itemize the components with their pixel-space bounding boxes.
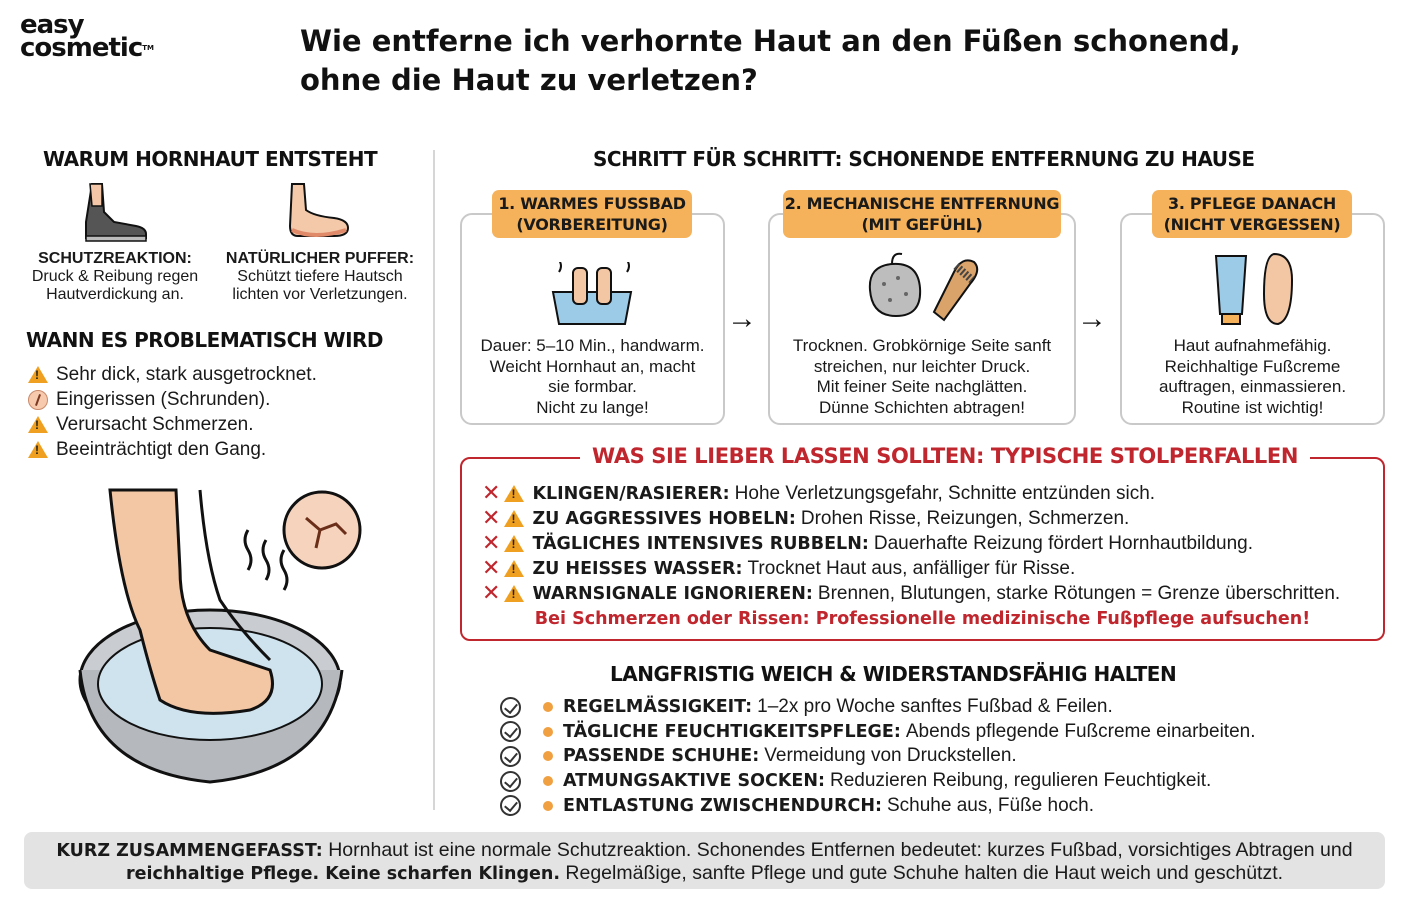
- step-text-2: Trocknen. Grobkörnige Seite sanft streichen, nur leichter Druck. Mit feiner Seite nachglätten. Dünne Schichten abtragen!: [792, 336, 1052, 417]
- check-circle-icon: [500, 697, 521, 718]
- cause-protection: [15, 250, 215, 304]
- brand-logo: [20, 10, 190, 63]
- warning-icon: [28, 416, 48, 433]
- foot-cream-icon: [1208, 250, 1308, 330]
- summary-bold: reichhaltige Pflege. Keine scharfen Klingen.: [125, 864, 560, 884]
- step-text-1: Dauer: 5–10 Min., handwarm. Weicht Hornhaut an, macht sie formbar. Nicht zu lange!: [480, 336, 705, 417]
- list-item: ✕ ! ZU HEISSES WASSER: Trocknet Haut aus, anfälliger für Risse.: [482, 556, 1340, 581]
- step-badge-1: 1. WARMES FUSSBAD (VORBEREITUNG): [492, 190, 692, 238]
- cause-text: lichten vor Verletzungen.: [232, 286, 408, 303]
- steps-heading: SCHRITT FÜR SCHRITT: SCHONENDE ENTFERNUNG ZU HAUSE: [593, 147, 1255, 171]
- pumice-file-icon: [862, 250, 982, 330]
- warning-icon: [504, 585, 524, 602]
- bullet-icon: [543, 751, 553, 761]
- check-circle-icon: [500, 795, 521, 816]
- column-divider: [433, 150, 435, 810]
- why-heading: WARUM HORNHAUT ENTSTEHT: [43, 147, 378, 171]
- check-circle-icon: [500, 771, 521, 792]
- bullet-icon: [543, 776, 553, 786]
- summary-label: KURZ ZUSAMMENGEFASST:: [56, 841, 323, 861]
- step-badge-2: 2. MECHANISCHE ENTFERNUNG (MIT GEFÜHL): [783, 190, 1061, 238]
- pitfalls-heading: WAS SIE LIEBER LASSEN SOLLTEN: TYPISCHE STOLPERFALLEN: [580, 444, 1310, 468]
- bullet-icon: [543, 727, 553, 737]
- warning-icon: [504, 535, 524, 552]
- list-item: ✕ ! TÄGLICHES INTENSIVES RUBBELN: Dauerhafte Reizung fördert Hornhautbildung.: [482, 531, 1340, 556]
- cause-text: Schützt tiefere Hautsch: [237, 268, 403, 285]
- footbath-illustration: [70, 470, 370, 800]
- foot-sole-icon: [284, 182, 354, 242]
- check-circle-icon: [500, 721, 521, 742]
- pitfalls-footer: Bei Schmerzen oder Rissen: Professionelle medizinische Fußpflege aufsuchen!: [534, 609, 1311, 629]
- warning-icon: [28, 366, 48, 383]
- logo-line-2: cosmetic™: [20, 33, 154, 63]
- list-item: ATMUNGSAKTIVE SOCKEN: Reduzieren Reibung, regulieren Feuchtigkeit.: [500, 769, 1255, 794]
- list-item: ! Beeinträchtigt den Gang.: [28, 437, 317, 462]
- check-circle-icon: [500, 746, 521, 767]
- bullet-icon: [543, 702, 553, 712]
- cracked-skin-icon: [28, 390, 48, 410]
- list-item: REGELMÄSSIGKEIT: 1–2x pro Woche sanftes Fußbad & Feilen.: [500, 695, 1255, 720]
- close-icon: ✕: [482, 556, 501, 581]
- close-icon: ✕: [482, 481, 501, 506]
- problem-list: [28, 362, 317, 462]
- arrow-right-icon: →: [727, 302, 757, 335]
- cause-caption: SCHUTZREAKTION:: [38, 250, 192, 267]
- summary-text: Regelmäßige, sanfte Pflege und gute Schuhe halten die Haut weich und geschützt.: [565, 862, 1284, 884]
- warning-icon: [504, 485, 524, 502]
- close-icon: ✕: [482, 506, 501, 531]
- list-item: TÄGLICHE FEUCHTIGKEITSPFLEGE: Abends pflegende Fußcreme einarbeiten.: [500, 720, 1255, 745]
- step-text-3: Haut aufnahmefähig. Reichhaltige Fußcreme auftragen, einmassieren. Routine ist wichtig!: [1158, 336, 1347, 417]
- logo-line-1: easy: [20, 10, 84, 40]
- list-item: ! Sehr dick, stark ausgetrocknet.: [28, 362, 317, 387]
- shoe-icon: [80, 182, 150, 242]
- list-item: ! Verursacht Schmerzen.: [28, 412, 317, 437]
- close-icon: ✕: [482, 581, 501, 606]
- pitfalls-list: [482, 481, 1340, 606]
- list-item: ✕ ! ZU AGGRESSIVES HOBELN: Drohen Risse, Reizungen, Schmerzen.: [482, 506, 1340, 531]
- summary-box: [24, 832, 1385, 889]
- cause-caption: NATÜRLICHER PUFFER:: [225, 250, 415, 267]
- list-item: ENTLASTUNG ZWISCHENDURCH: Schuhe aus, Füße hoch.: [500, 793, 1255, 818]
- list-item: ✕ ! WARNSIGNALE IGNORIEREN: Brennen, Blutungen, starke Rötungen = Grenze überschritten.: [482, 581, 1340, 606]
- longterm-heading: LANGFRISTIG WEICH & WIDERSTANDSFÄHIG HALTEN: [610, 662, 1177, 686]
- list-item: ✕ ! KLINGEN/RASIERER: Hohe Verletzungsgefahr, Schnitte entzünden sich.: [482, 481, 1340, 506]
- summary-text: Hornhaut ist eine normale Schutzreaktion. Schonendes Entfernen bedeutet: kurzes Fußbad, vorsichtiges Abtragen und: [328, 839, 1353, 861]
- bullet-icon: [543, 801, 553, 811]
- footbath-icon: [547, 262, 637, 330]
- list-item: PASSENDE SCHUHE: Vermeidung von Druckstellen.: [500, 744, 1255, 769]
- longterm-list: [500, 695, 1255, 818]
- problem-heading: WANN ES PROBLEMATISCH WIRD: [26, 328, 384, 352]
- list-item: Eingerissen (Schrunden).: [28, 387, 317, 412]
- cause-buffer: [215, 250, 425, 304]
- warning-icon: [28, 441, 48, 458]
- warning-icon: [504, 510, 524, 527]
- cause-text: Hautverdickung an.: [46, 286, 184, 303]
- arrow-right-icon: →: [1077, 302, 1107, 335]
- warning-icon: [504, 560, 524, 577]
- close-icon: ✕: [482, 531, 501, 556]
- step-badge-3: 3. PFLEGE DANACH (NICHT VERGESSEN): [1152, 190, 1352, 238]
- cause-text: Druck & Reibung regen: [31, 268, 199, 285]
- page-title: Wie entferne ich verhornte Haut an den Füßen schonend, ohne die Haut zu verletzen?: [300, 24, 1241, 97]
